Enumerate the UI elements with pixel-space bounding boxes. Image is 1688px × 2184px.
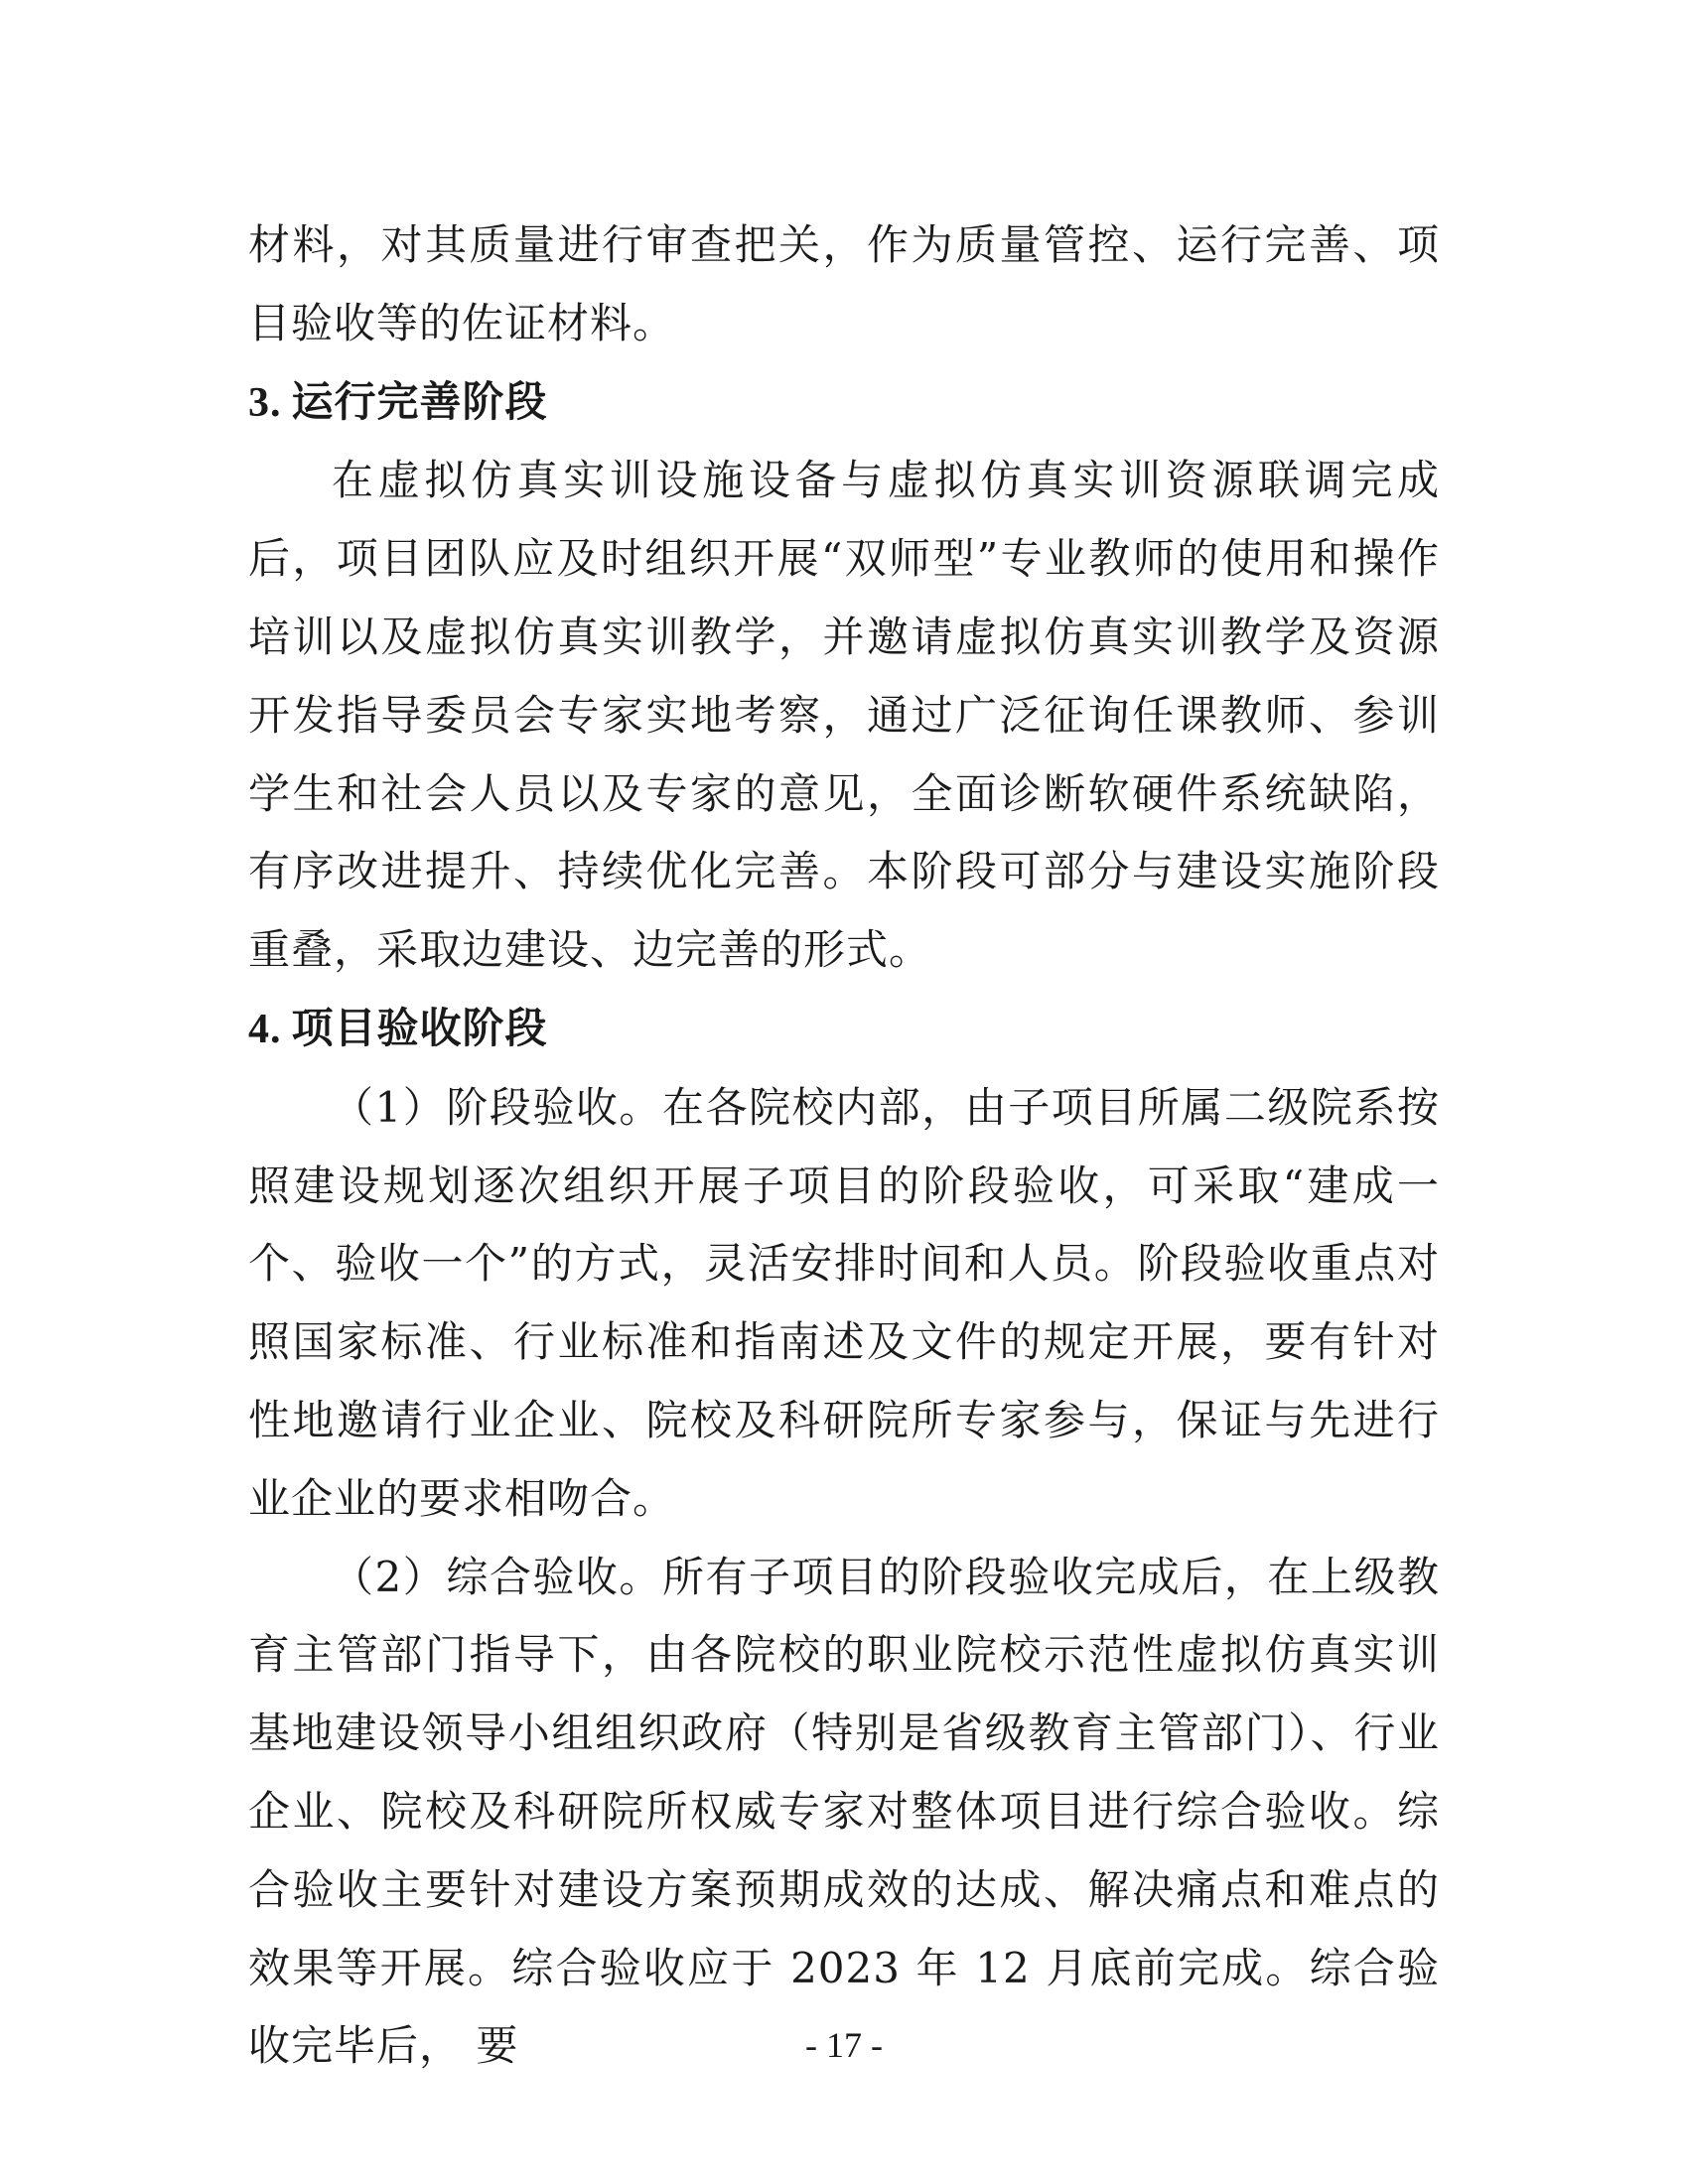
section-4-paragraph-1: （1）阶段验收。在各院校内部，由子项目所属二级院系按照建设规划逐次组织开展子项目的阶段验收，可采取“建成一个、验收一个”的方式，灵活安排时间和人员。阶段验收重点对照国家标准、行业标准和指南述及文件的规定开展，要有针对性地邀请行业企业、院校及科研院所专家参与，保证与先进行业企业的要求相吻合。 <box>248 1082 1440 1523</box>
section-4-title: 项目验收阶段 <box>291 1003 548 1052</box>
section-3-paragraph: 在虚拟仿真实训设施设备与虚拟仿真实训资源联调完成后，项目团队应及时组织开展“双师型”专业教师的使用和操作培训以及虚拟仿真实训教学，并邀请虚拟仿真实训教学及资源开发指导委员会专家实地考察，通过广泛征询任课教师、参训学生和社会人员以及专家的意见，全面诊断软硬件系统缺陷，有序改进提升、持续优化完善。本阶段可部分与建设实施阶段重叠，采取边建设、边完善的形式。 <box>248 456 1440 975</box>
document-body <box>248 206 1440 2086</box>
section-4-number: 4. <box>248 1006 282 1052</box>
paragraph-continuation: 材料，对其质量进行审查把关，作为质量管控、运行完善、项目验收等的佐证材料。 <box>248 220 1440 347</box>
section-4-heading <box>248 990 1440 1069</box>
section-3-heading <box>248 363 1440 443</box>
section-4-paragraph-2: （2）综合验收。所有子项目的阶段验收完成后，在上级教育主管部门指导下，由各院校的职业院校示范性虚拟仿真实训基地建设领导小组组织政府（特别是省级教育主管部门）、行业企业、院校及科研院所权威专家对整体项目进行综合验收。综合验收主要针对建设方案预期成效的达成、解决痛点和难点的效果等开展。综合验收应于 2023 年 12 月底前完成。综合验收完毕后， 要 <box>248 1552 1440 2071</box>
page-number: - 17 - <box>805 2025 883 2065</box>
section-3-title: 运行完善阶段 <box>291 376 548 426</box>
section-3-number: 3. <box>248 379 282 426</box>
